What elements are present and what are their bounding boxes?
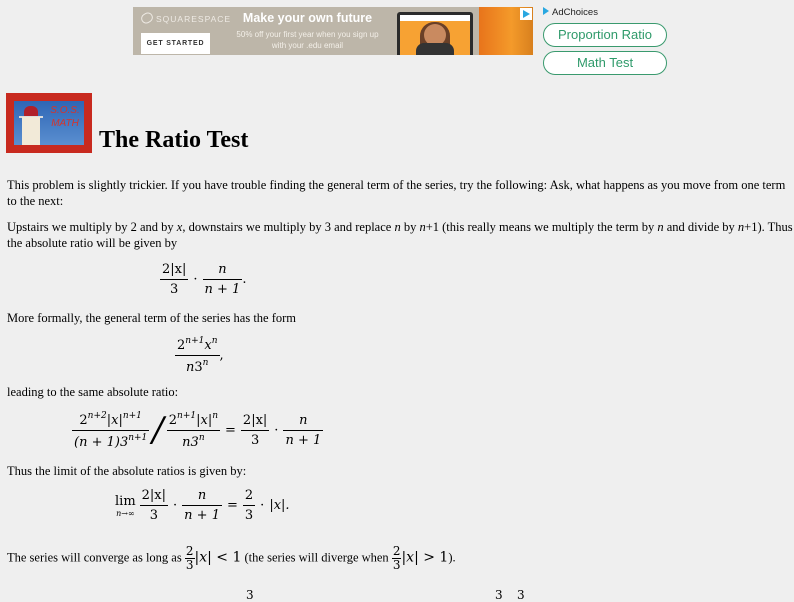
adchoices-play-icon[interactable] — [520, 8, 532, 20]
ad-laptop-image — [397, 12, 473, 55]
adchoices-icon — [543, 7, 549, 15]
proportion-ratio-button[interactable]: Proportion Ratio — [543, 23, 667, 47]
intro-paragraph: This problem is slightly trickier. If you have trouble finding the general term of the series, try the following: Ask, what happens as you move from one term to the next: — [7, 178, 786, 208]
adchoices-link[interactable] — [543, 7, 598, 18]
same-ratio-paragraph: leading to the same absolute ratio: — [7, 385, 179, 399]
adchoices-label: AdChoices — [552, 7, 598, 18]
partial-math-numerator: 3 — [517, 588, 525, 602]
squarespace-logo — [141, 13, 231, 24]
ad-headline: Make your own future — [242, 11, 373, 25]
page-title: The Ratio Test — [99, 127, 249, 153]
ad-banner[interactable] — [133, 7, 533, 55]
limit-equation: lim n→∞ $\frac{2|x|}{3}$ · $\frac{n}{n + 1}$ = $\frac{2}{3}$ · |x|. — [115, 488, 290, 523]
general-term-paragraph: More formally, the general term of the series has the form — [7, 311, 297, 325]
ad-subtext: 50% off your first year when you sign up with your .edu email — [236, 30, 379, 50]
math-test-button[interactable]: Math Test — [543, 51, 667, 75]
absolute-ratio-equation: $\frac{2^{n+2}|x|^{n+1}}{(n + 1)3^{n+1}}$ / $\frac{2^{n+1}|x|^n}{n3^n}$ = $\frac{2|x|}{3}$ · $\frac{n}{n + 1}$ — [74, 410, 322, 450]
convergence-paragraph: The series will converge as long as $\frac{2}{3}|x| < 1$ (the series will diverge when $\frac{2}{3}|x| > 1$). — [7, 544, 456, 572]
partial-math-numerator: 3 — [495, 588, 503, 602]
limit-paragraph: Thus the limit of the absolute ratios is given by: — [7, 464, 247, 478]
sos-math-logo[interactable] — [6, 93, 92, 153]
squarespace-icon — [139, 11, 154, 26]
general-term-equation: $\frac{2^{n+1}x^n}{n3^n}$ , — [177, 336, 224, 375]
ad-get-started-button[interactable]: GET STARTED — [141, 33, 210, 54]
explanation-paragraph: Upstairs we multiply by 2 and by x, downstairs we multiply by 3 and replace n by n+1 (this really means we multiply the term by n and divide by n+1). Thus the absolute ratio will be given by — [7, 220, 793, 250]
logo-text: S.O.S. MATH — [50, 105, 80, 129]
lighthouse-icon — [22, 117, 40, 145]
ad-brand: SQUARESPACE — [156, 14, 232, 24]
ratio-equation: $\frac{2|x|}{3}$ · $\frac{n}{n + 1}$ . — [162, 262, 247, 297]
partial-math-numerator: 3 — [246, 588, 254, 602]
